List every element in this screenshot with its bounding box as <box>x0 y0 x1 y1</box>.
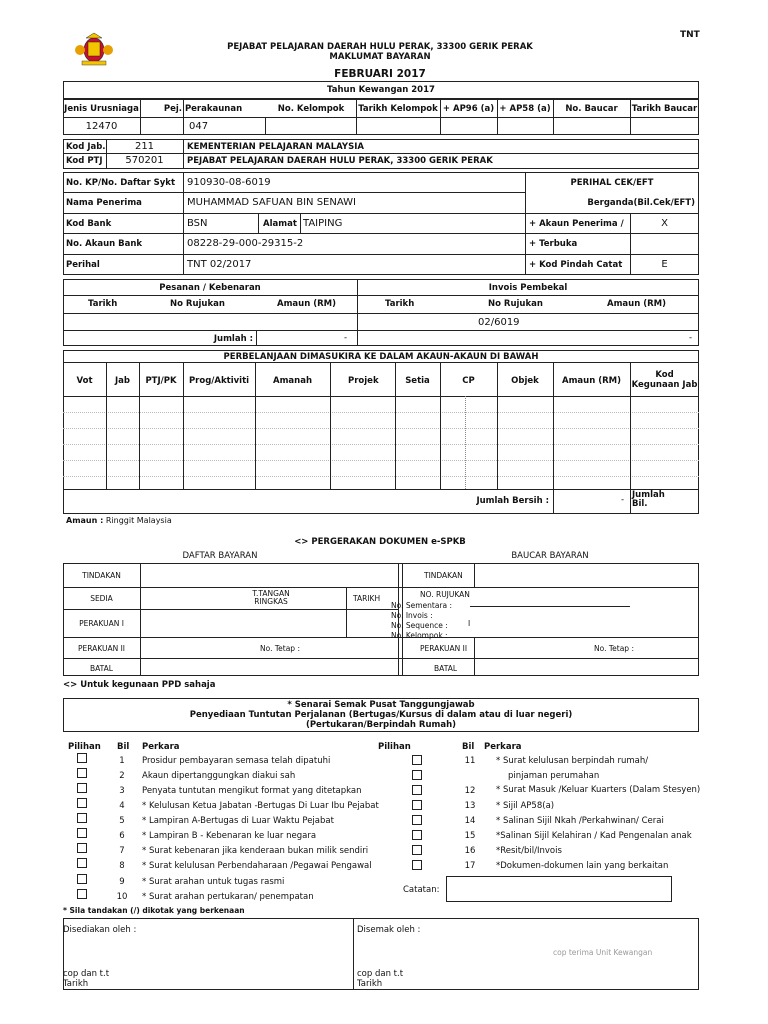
form-subtitle: MAKLUMAT BAYARAN <box>329 52 431 62</box>
invois-col-rujukan: No Rujukan <box>488 299 543 309</box>
no-tetap-right: No. Tetap : <box>594 644 634 653</box>
expense-col-setia: Setia <box>405 376 430 386</box>
jumlah-bersih-label: Jumlah Bersih : <box>476 496 549 506</box>
item-1-text: Prosidur pembayaran semasa telah dipatuhi <box>142 756 331 766</box>
item-8-text: * Surat kelulusan Perbendaharaan /Pegawai Pengawal <box>142 861 372 871</box>
cop-tt-left: cop dan t.t <box>63 969 110 979</box>
pindah-catat-value: E <box>661 259 668 270</box>
expense-col-cp: CP <box>462 376 475 386</box>
akaun-value: 08228-29-000-29315-2 <box>187 238 304 249</box>
berganda-label: Berganda(Bil.Cek/EFT) <box>587 198 695 208</box>
item-10-text: * Surat arahan pertukaran/ penempatan <box>142 892 314 902</box>
alamat-label: Alamat <box>263 219 297 229</box>
cop-tt-right: cop dan t.t <box>357 969 404 979</box>
tindakan-left: TINDAKAN <box>82 571 121 580</box>
checkbox-1[interactable] <box>77 753 87 763</box>
jenis-urusniaga-value: 12470 <box>85 121 118 132</box>
jumlah-label: Jumlah : <box>213 334 253 344</box>
expense-col-objek: Objek <box>511 376 539 386</box>
item-14-bil: 14 <box>464 816 476 826</box>
checklist-footnote: * Sila tandakan (/) dikotak yang berkenaan <box>63 906 245 915</box>
item-7-text: * Surat kebenaran jika kenderaan bukan milik sendiri <box>142 846 369 856</box>
item-6-text: * Lampiran B - Kebenaran ke luar negara <box>142 831 317 841</box>
item-11-bil: 11 <box>464 756 476 766</box>
kod-jab-value: 211 <box>134 141 155 152</box>
checkbox-13[interactable] <box>412 785 422 795</box>
item-12-text: * Surat Masuk /Keluar Kuarters (Dalam Stesyen) <box>496 785 701 795</box>
item-15-bil: 15 <box>464 831 476 841</box>
item-5-text: * Lampiran A-Bertugas di Luar Waktu Pejabat <box>142 816 334 826</box>
item-17-bil: 17 <box>464 861 476 871</box>
tarikh-left: Tarikh <box>63 979 89 989</box>
checkbox-5[interactable] <box>77 813 87 823</box>
item-10-bil: 10 <box>116 892 128 902</box>
perakuan2-label: PERAKUAN II <box>77 644 126 653</box>
disediakan-label: Disediakan oleh : <box>63 925 137 935</box>
expense-col-amanah: Amanah <box>272 376 312 386</box>
item-14-text: * Salinan Sijil Nkah /Perkahwinan/ Cerai <box>496 816 664 826</box>
daftar-bayaran-title: DAFTAR BAYARAN <box>182 551 258 561</box>
alamat-value: TAIPING <box>303 218 343 229</box>
col-pej-perakaunan: Pej. Perakaunan <box>163 104 243 114</box>
nama-label: Nama Penerima <box>66 198 142 208</box>
checkbox-17[interactable] <box>412 845 422 855</box>
pej-perakaunan-value: 047 <box>189 121 209 132</box>
catatan-box[interactable] <box>446 876 672 902</box>
checkbox-12[interactable] <box>412 770 422 780</box>
pindah-catat-label: + Kod Pindah Catat <box>529 260 623 270</box>
checkbox-10[interactable] <box>77 889 87 899</box>
item-13-text: * Sijil AP58(a) <box>496 801 555 811</box>
amaun-row <box>66 516 172 525</box>
right-hdr-bil: Bil <box>462 742 475 752</box>
item-16-bil: 16 <box>464 846 476 856</box>
cop-kewangan-label: cop terima Unit Kewangan <box>553 948 653 957</box>
checkbox-16[interactable] <box>412 830 422 840</box>
item-5-bil: 5 <box>119 816 125 826</box>
item-1-bil: 1 <box>119 756 125 766</box>
expense-col-ptj: PTJ/PK <box>145 376 177 386</box>
bank-value: BSN <box>187 218 208 229</box>
col-no-baucar: No. Baucar <box>565 104 618 114</box>
month-title: FEBRUARI 2017 <box>334 68 426 80</box>
batal-left: BATAL <box>89 664 113 673</box>
invois-col-amaun: Amaun (RM) <box>607 299 667 309</box>
kod-ptj-desc: PEJABAT PELAJARAN DAERAH HULU PERAK, 33300 GERIK PERAK <box>187 156 493 166</box>
checklist-title-3: (Pertukaran/Berpindah Rumah) <box>305 720 457 730</box>
roman-one: I <box>468 619 471 628</box>
invois-col-tarikh: Tarikh <box>385 299 415 309</box>
cek-eft-title: PERIHAL CEK/EFT <box>570 178 654 188</box>
checkbox-2[interactable] <box>77 768 87 778</box>
ttangan-label: T.TANGAN RINGKAS <box>252 589 290 606</box>
item-4-text: * Kelulusan Ketua Jabatan -Bertugas Di Luar Ibu Pejabat <box>142 801 379 811</box>
ppd-note: <> Untuk kegunaan PPD sahaja <box>63 680 216 690</box>
item-9-text: * Surat arahan untuk tugas rasmi <box>142 877 285 887</box>
jumlah-bersih-value: - <box>621 495 625 505</box>
expense-col-jab: Jab <box>115 376 130 386</box>
col-tarikh-kelompok: Tarikh Kelompok <box>358 104 438 114</box>
checklist-title-1: * Senarai Semak Pusat Tanggungjawab <box>287 700 475 710</box>
checkbox-4[interactable] <box>77 798 87 808</box>
expense-col-prog: Prog/Aktiviti <box>188 376 250 386</box>
akaun-penerima-value: X <box>661 218 668 229</box>
bank-label: Kod Bank <box>66 219 112 229</box>
item-16-text: *Resit/bil/Invois <box>496 846 562 856</box>
kod-jab-label: Kod Jab. <box>66 142 106 152</box>
checkbox-3[interactable] <box>77 783 87 793</box>
office-title: PEJABAT PELAJARAN DAERAH HULU PERAK, 33300 GERIK PERAK <box>227 42 533 52</box>
tarikh-label: TARIKH <box>353 594 381 603</box>
invois-title: Invois Pembekal <box>488 283 568 293</box>
kod-ptj-label: Kod PTJ <box>66 156 103 166</box>
checkbox-6[interactable] <box>77 828 87 838</box>
expense-col-vot: Vot <box>76 376 93 386</box>
left-hdr-perkara: Perkara <box>142 742 180 752</box>
item-15-text: *Salinan Sijil Kelahiran / Kad Pengenalan anak <box>496 831 692 841</box>
no-tetap-left: No. Tetap : <box>260 644 300 653</box>
expense-col-amaun: Amaun (RM) <box>561 376 621 386</box>
perakuan1-label: PERAKUAN I <box>79 619 124 628</box>
item-2-text: Akaun dipertanggungkan diakui sah <box>142 771 296 781</box>
perakuan2-right: PERAKUAN II <box>420 644 468 653</box>
col-no-kelompok: No. Kelompok <box>277 104 345 114</box>
no-rujukan-label: NO. RUJUKAN <box>420 590 470 599</box>
item-6-bil: 6 <box>119 831 125 841</box>
pesanan-col-rujukan: No Rujukan <box>170 299 225 309</box>
catatan-label: Catatan: <box>403 885 440 895</box>
no-invois-label: No. Invois : <box>391 611 433 620</box>
checklist-title-2: Penyediaan Tuntutan Perjalanan (Bertugas/Kursus di dalam atau di luar negeri) <box>189 710 573 720</box>
col-tarikh-baucar: Tarikh Baucar <box>631 104 698 114</box>
right-hdr-perkara: Perkara <box>484 742 522 752</box>
akaun-label: No. Akaun Bank <box>66 239 143 249</box>
checkbox-15[interactable] <box>412 815 422 825</box>
item-3-bil: 3 <box>119 786 125 796</box>
top-right-code: TNT <box>680 30 700 40</box>
amaun-label: Amaun : <box>66 516 104 525</box>
item-11-text: * Surat kelulusan berpindah rumah/ <box>496 756 649 766</box>
sedia-label: SEDIA <box>90 594 113 603</box>
disemak-label: Disemak oleh : <box>357 925 421 935</box>
item-3-text: Penyata tuntutan mengikut format yang ditetapkan <box>142 786 362 796</box>
item-7-bil: 7 <box>119 846 125 856</box>
item-2-bil: 2 <box>119 771 125 781</box>
nama-value: MUHAMMAD SAFUAN BIN SENAWI <box>187 197 356 208</box>
no-kelompok-label: No. Kelompok : <box>391 631 448 640</box>
terbuka-label: + Terbuka <box>529 239 578 249</box>
checkbox-7[interactable] <box>77 843 87 853</box>
jumlah-bil-label: Jumlah Bil. <box>632 490 665 509</box>
tarikh-right: Tarikh <box>357 979 383 989</box>
perihal-label: Perihal <box>66 260 100 270</box>
col-ap58: + AP58 (a) <box>499 104 551 114</box>
crest-logo <box>72 32 116 66</box>
expense-title: PERBELANJAAN DIMASUKIRA KE DALAM AKAUN-AKAUN DI BAWAH <box>223 352 539 362</box>
item-17-text: *Dokumen-dokumen lain yang berkaitan <box>496 861 669 871</box>
movement-table <box>63 563 699 676</box>
checkbox-14[interactable] <box>412 800 422 810</box>
baucar-bayaran-title: BAUCAR BAYARAN <box>511 551 589 561</box>
kp-value: 910930-08-6019 <box>187 177 271 188</box>
pesanan-title: Pesanan / Kebenaran <box>159 283 261 293</box>
invoice-ref-value: 02/6019 <box>478 317 520 328</box>
akaun-penerima-label: + Akaun Penerima / <box>529 219 624 229</box>
fiscal-year: Tahun Kewangan 2017 <box>327 85 435 95</box>
jumlah-left-value: - <box>344 333 348 343</box>
item-13-bil: 13 <box>464 801 476 811</box>
item-9-bil: 9 <box>119 877 125 887</box>
expense-col-projek: Projek <box>348 376 379 386</box>
pesanan-col-amaun: Amaun (RM) <box>277 299 337 309</box>
col-jenis-urusniaga: Jenis Urusniaga <box>64 104 139 114</box>
checkbox-8[interactable] <box>77 858 87 868</box>
right-hdr-pilihan: Pilihan <box>378 742 411 752</box>
item-8-bil: 8 <box>119 861 125 871</box>
tindakan-right: TINDAKAN <box>424 571 463 580</box>
kod-jab-desc: KEMENTERIAN PELAJARAN MALAYSIA <box>187 142 364 152</box>
left-hdr-pilihan: Pilihan <box>68 742 101 752</box>
kp-label: No. KP/No. Daftar Sykt <box>66 178 176 188</box>
checkbox-9[interactable] <box>77 874 87 884</box>
checkbox-11[interactable] <box>412 755 422 765</box>
pesanan-col-tarikh: Tarikh <box>88 299 118 309</box>
movement-title: <> PERGERAKAN DOKUMEN e-SPKB <box>294 537 466 547</box>
no-sequence-label: No. Sequence : <box>391 621 448 630</box>
jumlah-right-value: - <box>689 333 693 343</box>
batal-right: BATAL <box>434 664 458 673</box>
item-4-bil: 4 <box>119 801 125 811</box>
col-ap96: + AP96 (a) <box>442 104 495 114</box>
expense-col-kod-kegunaan: Kod Kegunaan Jab <box>631 370 698 390</box>
left-hdr-bil: Bil <box>117 742 130 752</box>
checkbox-18[interactable] <box>412 860 422 870</box>
kod-ptj-value: 570201 <box>125 155 164 166</box>
item-11-text-2: pinjaman perumahan <box>508 771 600 781</box>
item-12-bil: 12 <box>464 786 476 796</box>
no-sementara-label: No. Sementara : <box>391 601 453 610</box>
amaun-value: Ringgit Malaysia <box>105 516 172 525</box>
perihal-value: TNT 02/2017 <box>187 259 252 270</box>
